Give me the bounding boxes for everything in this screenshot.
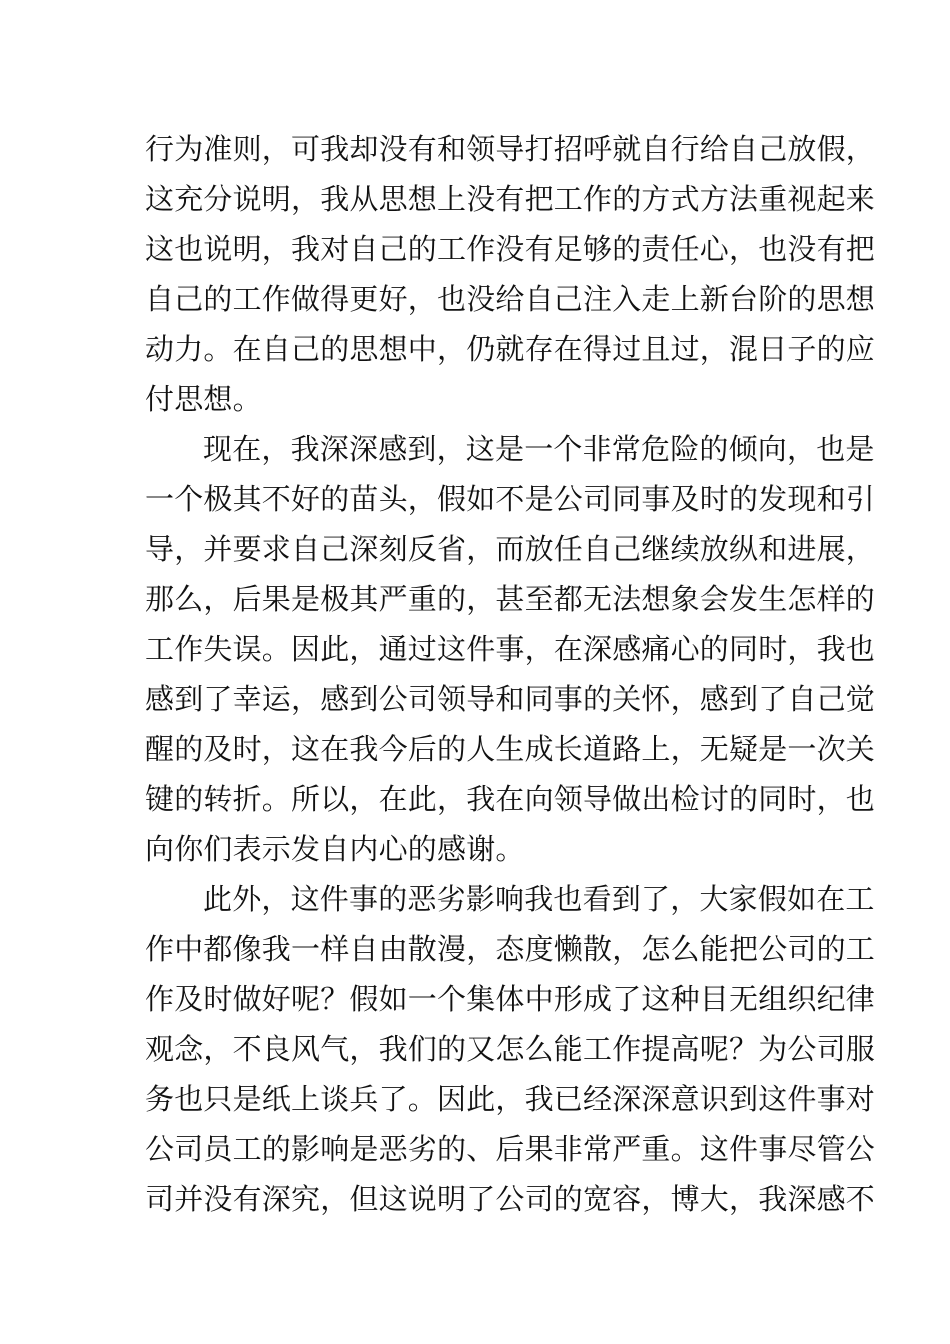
text-line: 作中都像我一样自由散漫，态度懒散，怎么能把公司的工: [145, 932, 876, 966]
text-line: 作及时做好呢？假如一个集体中形成了这种目无组织纪律: [145, 982, 876, 1016]
text-line: 动力。在自己的思想中，仍就存在得过且过，混日子的应: [145, 332, 876, 366]
text-line: 行为准则，可我却没有和领导打招呼就自行给自己放假，: [145, 132, 876, 166]
text-line: 司并没有深究，但这说明了公司的宽容，博大，我深感不: [145, 1182, 876, 1216]
text-line: 务也只是纸上谈兵了。因此，我已经深深意识到这件事对: [145, 1082, 876, 1116]
text-line: 自己的工作做得更好，也没给自己注入走上新台阶的思想: [145, 282, 876, 316]
text-line: 公司员工的影响是恶劣的、后果非常严重。这件事尽管公: [145, 1132, 876, 1166]
text-line: 这也说明，我对自己的工作没有足够的责任心，也没有把: [145, 232, 876, 266]
paragraph-first-line: 现在，我深深感到，这是一个非常危险的倾向，也是: [203, 432, 875, 466]
text-line: 醒的及时，这在我今后的人生成长道路上，无疑是一次关: [145, 732, 876, 766]
text-line: 观念，不良风气，我们的又怎么能工作提高呢？为公司服: [145, 1032, 876, 1066]
document-body: [145, 124, 876, 1224]
text-line: 付思想。: [145, 382, 262, 416]
text-line: 感到了幸运，感到公司领导和同事的关怀，感到了自己觉: [145, 682, 876, 716]
text-line: 那么，后果是极其严重的，甚至都无法想象会发生怎样的: [145, 582, 876, 616]
text-line: 一个极其不好的苗头，假如不是公司同事及时的发现和引: [145, 482, 876, 516]
text-line: 键的转折。所以，在此，我在向领导做出检讨的同时，也: [145, 782, 876, 816]
text-line: 这充分说明，我从思想上没有把工作的方式方法重视起来: [145, 182, 876, 216]
text-line: 导，并要求自己深刻反省，而放任自己继续放纵和进展，: [145, 532, 876, 566]
text-line: 向你们表示发自内心的感谢。: [145, 832, 525, 866]
text-line: 工作失误。因此，通过这件事，在深感痛心的同时，我也: [145, 632, 876, 666]
paragraph-first-line: 此外，这件事的恶劣影响我也看到了，大家假如在工: [203, 882, 875, 916]
